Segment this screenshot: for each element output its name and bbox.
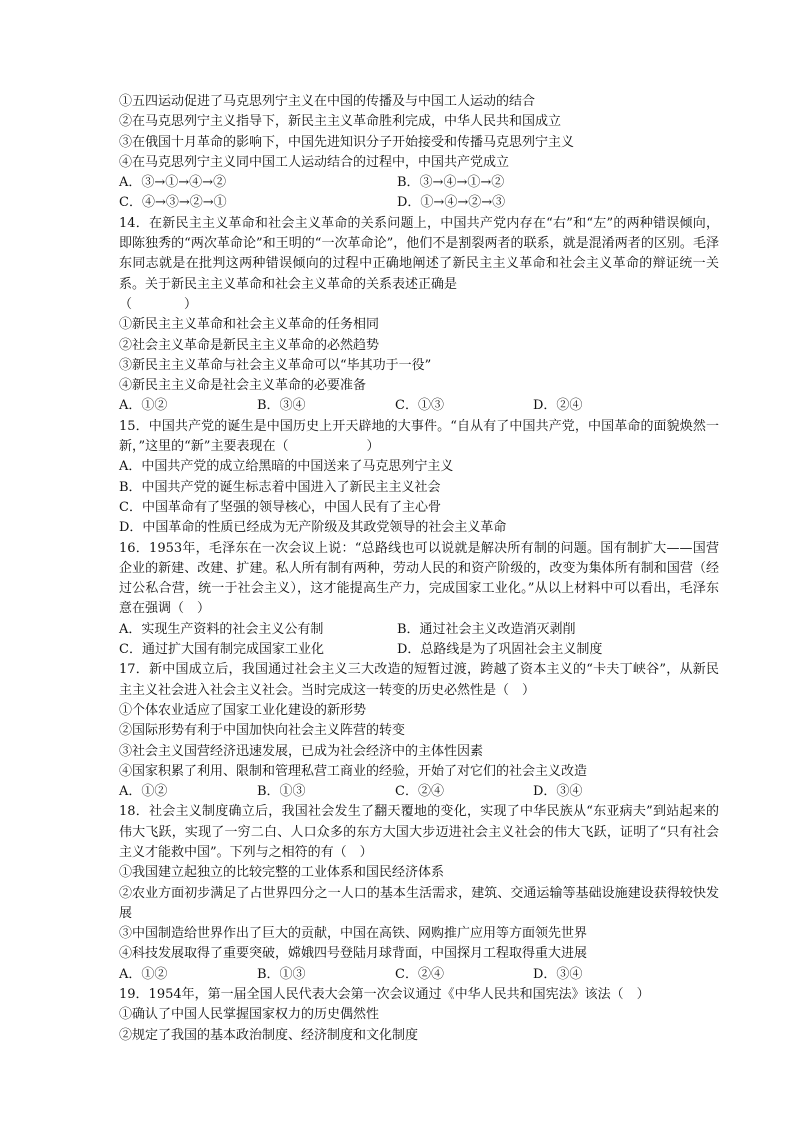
option-a: A．①② xyxy=(119,966,168,982)
option-d: D．③④ xyxy=(533,784,583,800)
statement-item: ③新民主主义革命与社会主义革命可以“毕其功于一役” xyxy=(119,357,432,373)
answer-options xyxy=(119,396,719,416)
question-stem: 15．中国共产党的诞生是中国历史上开天辟地的大事件。“自从有了中国共产党，中国革命的面貌焕然一新，”这里的“新”主要表现在（ ） xyxy=(119,418,719,455)
option-b: B．中国共产党的诞生标志着中国进入了新民主主义社会 xyxy=(119,479,441,495)
option-d: D．③④ xyxy=(533,966,583,982)
option-c: C．④→③→②→① xyxy=(119,195,227,211)
answer-options xyxy=(119,965,719,985)
question-18 xyxy=(119,802,719,985)
question-stem: 19．1954年，第一届全国人民代表大会第一次会议通过《中华人民共和国宪法》该法（ ） xyxy=(119,987,650,1003)
statement-item: ②农业方面初步满足了占世界四分之一人口的基本生活需求，建筑、交通运输等基础设施建设获得较快发展 xyxy=(119,885,719,921)
statement-item: ④在马克思列宁主义同中国工人运动结合的过程中，中国共产党成立 xyxy=(119,154,510,170)
statement-item: ②国际形势有利于中国加快向社会主义阵营的转变 xyxy=(119,723,406,739)
statement-item: ④新民主主义命是社会主义革命的必要准备 xyxy=(119,378,367,394)
option-c: C．①③ xyxy=(395,398,444,414)
statement-item: ①五四运动促进了马克思列宁主义在中国的传播及与中国工人运动的结合 xyxy=(119,94,536,109)
question-17 xyxy=(119,660,719,802)
statement-item: ①个体农业适应了国家工业化建设的新形势 xyxy=(119,702,367,718)
statement-item: ②规定了我国的基本政治制度、经济制度和文化制度 xyxy=(119,1027,419,1043)
option-d: D．②④ xyxy=(533,398,583,414)
statement-item: ②在马克思列宁主义指导下，新民主主义革命胜利完成，中华人民共和国成立 xyxy=(119,114,562,130)
question-14 xyxy=(119,214,719,417)
question-stem: 14．在新民主主义革命和社会主义革命的关系问题上，中国共产党内存在“右”和“左”的两种错误倾向，即陈独秀的“两次革命论”和王明的“一次革命论”，他们不是割裂两者的联系，就是混淆两者的区别。毛泽东同志就是在批判这两种错误倾向的过程中正确地阐述了新民主主义革命和社会主义革命的辩证统一关系。关于新民主主义革命和社会主义革命的关系表述正确是 xyxy=(119,215,719,292)
option-c: C．中国革命有了坚强的领导核心，中国人民有了主心骨 xyxy=(119,499,441,515)
question-19 xyxy=(119,985,719,1046)
statement-item: ①新民主主义革命和社会主义革命的任务相同 xyxy=(119,317,380,333)
answer-options xyxy=(119,640,719,660)
statement-item: ③社会主义国营经济迅速发展，已成为社会经济中的主体性因素 xyxy=(119,743,484,759)
option-b: B．①③ xyxy=(257,784,306,800)
question-15 xyxy=(119,417,719,539)
option-c: C．通过扩大国有制完成国家工业化 xyxy=(119,642,324,658)
option-b: B．③→④→①→② xyxy=(397,175,505,191)
statement-item: ④国家积累了利用、限制和管理私营工商业的经验，开始了对它们的社会主义改造 xyxy=(119,763,588,779)
option-d: D．①→④→②→③ xyxy=(397,195,506,211)
statement-item: ①确认了中国人民掌握国家权力的历史偶然性 xyxy=(119,1007,380,1023)
option-a: A．③→①→④→② xyxy=(119,175,227,191)
option-b: B．①③ xyxy=(257,966,306,982)
answer-options xyxy=(119,620,719,640)
statement-item: ④科技发展取得了重要突破，嫦娥四号登陆月球背面，中国探月工程取得重大进展 xyxy=(119,946,588,962)
question-stem: 16．1953年，毛泽东在一次会议上说：“总路线也可以说就是解决所有制的问题。国有制扩大——国营企业的新建、改建、扩建。私人所有制有两种，劳动人民的和资产阶级的，改变为集体所有制和国营（经过公私合营，统一于社会主义），这才能提高生产力，完成国家工业化。”从以上材料中可以看出，毛泽东意在强调（ ） xyxy=(119,540,719,617)
option-c: C．②④ xyxy=(395,966,444,982)
answer-options xyxy=(119,782,719,802)
question-stem: 17．新中国成立后，我国通过社会主义三大改造的短暂过渡，跨越了资本主义的“卡夫丁峡谷”，从新民主主义社会进入社会主义社会。当时完成这一转变的历史必然性是（ ） xyxy=(119,662,719,698)
answer-options xyxy=(119,193,719,213)
option-a: A．①② xyxy=(119,398,168,414)
option-a: A．中国共产党的成立给黑暗的中国送来了马克思列宁主义 xyxy=(119,459,454,475)
option-a: A．①② xyxy=(119,784,168,800)
question-13-tail xyxy=(119,92,719,214)
statement-item: ②社会主义革命是新民主主义革命的必然趋势 xyxy=(119,337,380,353)
question-stem: 18．社会主义制度确立后，我国社会发生了翻天覆地的变化，实现了中华民族从“东亚病夫”到站起来的伟大飞跃，实现了一穷二白、人口众多的东方大国大步迈进社会主义社会的伟大飞跃，证明了“只有社会主义才能救中国”。下列与之相符的有（ ） xyxy=(119,804,719,860)
option-d: D．总路线是为了巩固社会主义制度 xyxy=(397,642,603,658)
option-b: B．③④ xyxy=(257,398,306,414)
answer-blank: （ ） xyxy=(119,296,198,312)
statement-item: ③在俄国十月革命的影响下，中国先进知识分子开始接受和传播马克思列宁主义 xyxy=(119,134,575,150)
option-c: C．②④ xyxy=(395,784,444,800)
statement-item: ③中国制造给世界作出了巨大的贡献，中国在高铁、网购推广应用等方面领先世界 xyxy=(119,926,588,942)
option-a: A．实现生产资料的社会主义公有制 xyxy=(119,621,324,637)
exam-page xyxy=(119,92,719,1046)
statement-item: ①我国建立起独立的比较完整的工业体系和国民经济体系 xyxy=(119,865,445,881)
option-b: B．通过社会主义改造消灭剥削 xyxy=(397,621,576,637)
option-d: D．中国革命的性质已经成为无产阶级及其政党领导的社会主义革命 xyxy=(119,520,507,536)
answer-options xyxy=(119,173,719,193)
question-16 xyxy=(119,539,719,661)
